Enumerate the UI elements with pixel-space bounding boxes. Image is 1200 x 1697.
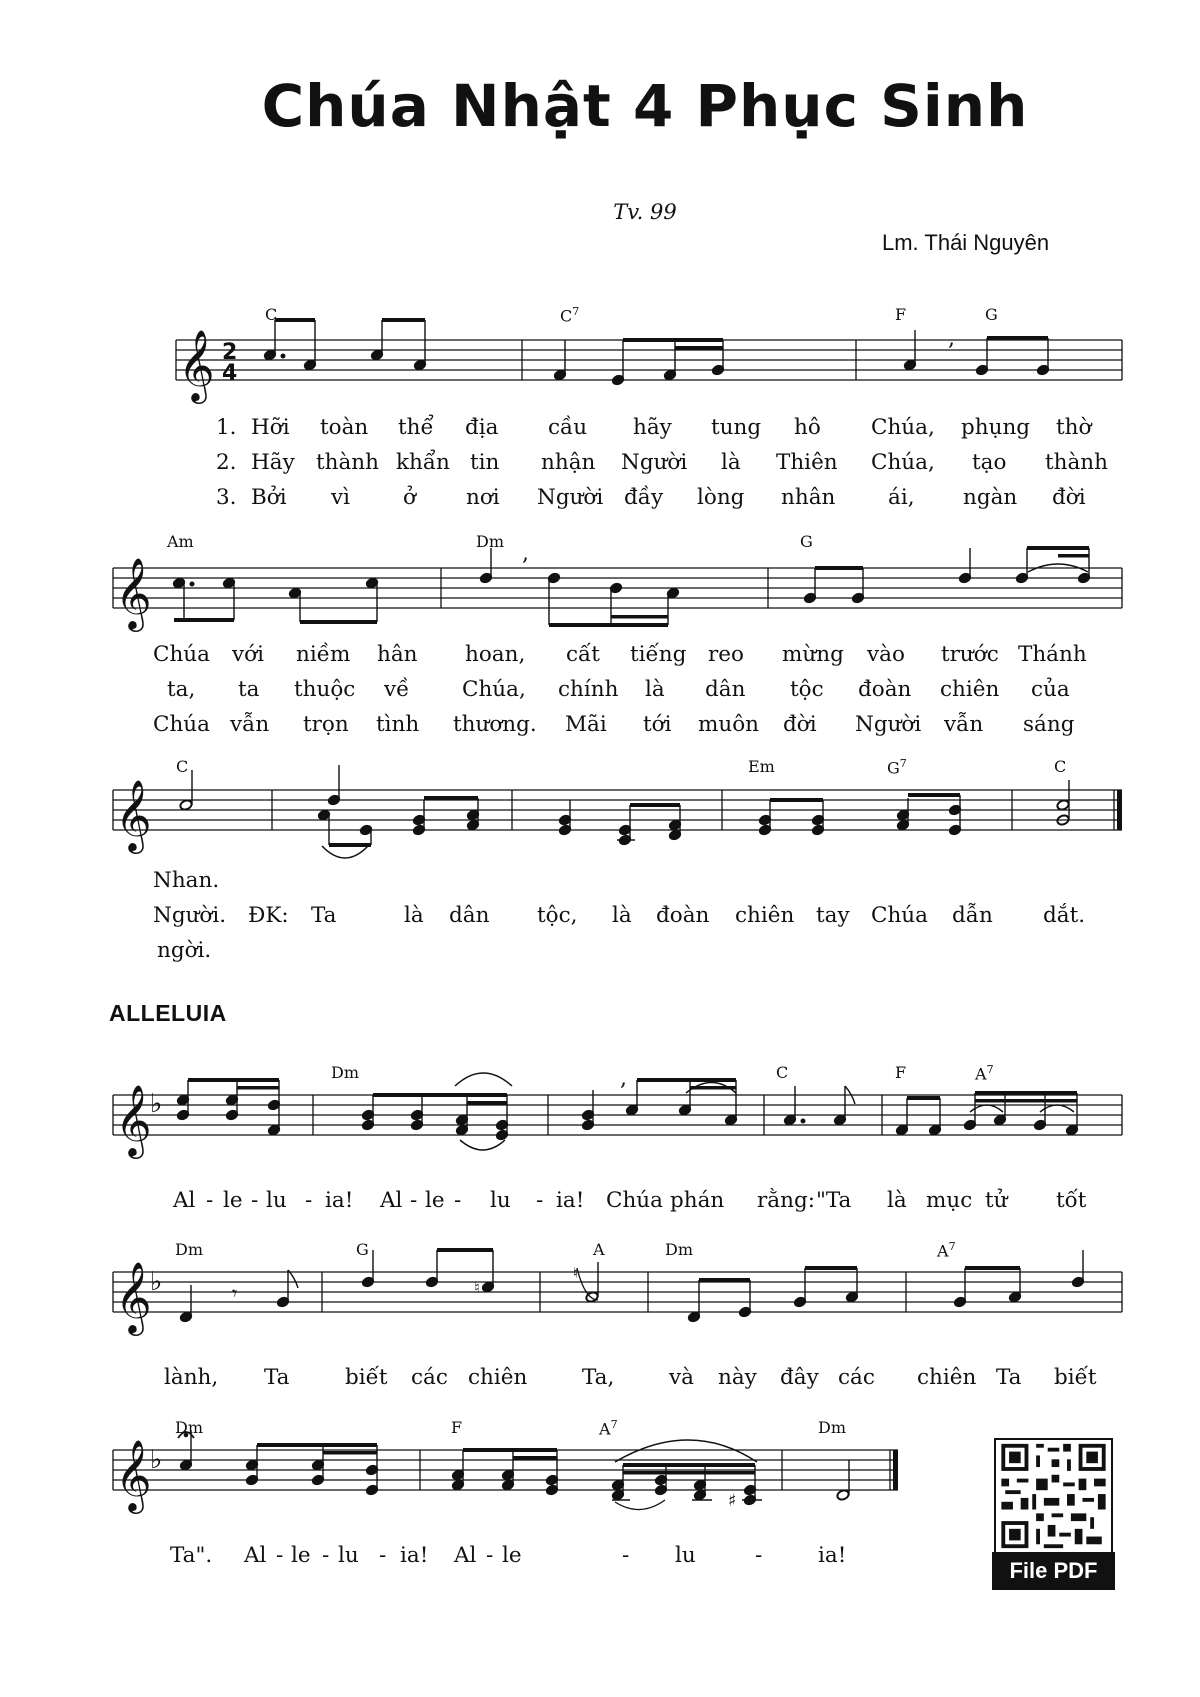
lyric-syllable: le — [502, 1543, 522, 1568]
lyric-syllable: dân — [449, 903, 490, 928]
lyric-syllable: lu — [266, 1188, 287, 1213]
chord-extension: 7 — [948, 1240, 956, 1253]
lyric-syllable: rằng: — [757, 1188, 815, 1213]
lyric-syllable: Nhan. — [153, 868, 220, 893]
chord: Dm — [331, 1063, 359, 1082]
lyric-syllable: Ta, — [582, 1365, 615, 1390]
lyric-syllable: muôn — [698, 712, 760, 737]
lyric-syllable: le — [425, 1188, 445, 1213]
lyric-syllable: Al — [173, 1188, 196, 1213]
treble-clef-icon: 𝄞 — [178, 328, 215, 401]
lyric-syllable: Chúa, — [462, 677, 526, 702]
lyric-syllable: Mãi — [565, 712, 607, 737]
chord: Dm — [175, 1240, 203, 1259]
lyric-syllable: tộc, — [537, 903, 578, 928]
composer: Lm. Thái Nguyên — [882, 230, 1050, 255]
chord: $A^7$ — [599, 1418, 618, 1439]
chord: G — [800, 532, 813, 551]
lyric-syllable: chiên — [735, 903, 795, 928]
lyric-syllable: tình — [376, 712, 420, 737]
lyric-syllable: ở — [403, 485, 416, 510]
lyric-syllable: tới — [643, 712, 672, 737]
svg-text:♭: ♭ — [150, 1267, 163, 1297]
lyric-syllable: Hỡi — [251, 415, 290, 440]
lyric-syllable: Chúa — [871, 903, 928, 928]
lyric-syllable: thờ — [1056, 415, 1092, 440]
lyric-syllable: Chúa — [153, 712, 210, 737]
staff-5 — [113, 1272, 1122, 1312]
lyric-syllable: Chúa, — [871, 415, 935, 440]
lyric-syllable: Ta — [311, 903, 337, 928]
chord: $A^7$ — [975, 1063, 994, 1084]
lyric-syllable: le — [223, 1188, 243, 1213]
lyric-syllable: "Ta — [816, 1188, 852, 1213]
svg-text:𝄞: 𝄞 — [115, 1083, 152, 1156]
lyric-syllable: vẫn — [944, 712, 984, 737]
lyric-syllable: toàn — [320, 415, 369, 440]
lyric-syllable: tung — [711, 415, 762, 440]
chord-extension: 7 — [610, 1418, 618, 1431]
lyric-syllable: thành — [316, 450, 379, 475]
lyric-syllable: - — [622, 1543, 630, 1568]
lyric-syllable: - — [379, 1543, 387, 1568]
lyric-syllable: le — [291, 1543, 311, 1568]
lyric-syllable: dẫn — [952, 903, 993, 928]
chord: Dm — [818, 1418, 846, 1437]
lyric-syllable: ĐK: — [248, 903, 289, 928]
lyric-syllable: phụng — [961, 415, 1031, 440]
lyric-syllable: ngàn — [963, 485, 1018, 510]
chord: C — [265, 305, 278, 324]
lyric-syllable: đời — [1052, 485, 1086, 510]
lyric-syllable: dắt. — [1043, 903, 1086, 928]
lyric-syllable: ia! — [400, 1543, 429, 1568]
lyric-syllable: thuộc — [294, 677, 356, 702]
lyric-syllable: Al — [454, 1543, 477, 1568]
lyric-syllable: đầy — [624, 485, 664, 510]
lyric-syllable: là — [404, 903, 424, 928]
lyric-syllable: - — [755, 1543, 763, 1568]
lyric-syllable: ngời. — [157, 938, 212, 963]
lyric-syllable: Al — [380, 1188, 403, 1213]
song-title: Chúa Nhật 4 Phục Sinh — [261, 72, 1029, 140]
lyric-syllable: ia! — [325, 1188, 354, 1213]
lyric-syllable: tốt — [1056, 1188, 1087, 1213]
lyric-syllable: biết — [1054, 1365, 1097, 1390]
chord: $A^7$ — [937, 1240, 956, 1261]
lyric-syllable: dân — [705, 677, 746, 702]
lyric-syllable: lòng — [697, 485, 745, 510]
lyric-syllable: lu — [675, 1543, 696, 1568]
lyric-syllable: Người — [621, 450, 688, 475]
chord: Em — [748, 757, 775, 776]
lyric-syllable: khẩn — [396, 450, 450, 475]
psalm-reference: Tv. 99 — [613, 200, 677, 224]
lyric-syllable: - — [410, 1188, 418, 1213]
lyric-syllable: hân — [377, 642, 418, 667]
svg-text:♮: ♮ — [573, 1264, 579, 1282]
chord: Dm — [665, 1240, 693, 1259]
lyric-syllable: tử — [985, 1188, 1008, 1213]
svg-text:𝄾: 𝄾 — [232, 1281, 238, 1305]
qr-code-icon — [996, 1440, 1111, 1552]
lyric-syllable: các — [411, 1365, 448, 1390]
svg-text:𝄞: 𝄞 — [115, 556, 152, 629]
lyric-syllable: Thánh — [1018, 642, 1087, 667]
lyric-syllable: là — [887, 1188, 907, 1213]
lyric-syllable: 2. — [216, 450, 237, 475]
lyric-syllable: Ta — [264, 1365, 290, 1390]
lyric-syllable: Ta — [996, 1365, 1022, 1390]
lyric-syllable: sáng — [1023, 712, 1075, 737]
chord-extension: 7 — [572, 305, 580, 318]
lyric-syllable: hãy — [633, 415, 672, 440]
lyric-syllable: tiếng — [630, 642, 687, 667]
svg-text:𝄞: 𝄞 — [115, 1438, 152, 1511]
lyric-syllable: Bởi — [251, 485, 287, 510]
chord: A — [593, 1240, 605, 1259]
lyric-syllable: chính — [558, 677, 619, 702]
lyric-syllable: mừng — [782, 642, 844, 667]
lyric-syllable: niềm — [296, 642, 351, 667]
lyric-syllable: thành — [1045, 450, 1108, 475]
svg-text:,: , — [948, 326, 955, 351]
lyric-syllable: - — [251, 1188, 259, 1213]
lyric-syllable: tạo — [972, 450, 1007, 475]
lyric-syllable: là — [612, 903, 632, 928]
lyric-syllable: Hãy — [251, 450, 295, 475]
chord: C — [176, 757, 189, 776]
lyric-syllable: chiên — [917, 1365, 977, 1390]
chord: C — [1054, 757, 1067, 776]
qr-code[interactable] — [994, 1438, 1113, 1554]
lyric-syllable: đoàn — [656, 903, 710, 928]
lyric-syllable: 1. — [216, 415, 237, 440]
chord: C — [776, 1063, 789, 1082]
svg-text:♯: ♯ — [728, 1491, 737, 1511]
lyric-syllable: ta, — [167, 677, 196, 702]
chord: Dm — [175, 1418, 203, 1437]
svg-text:,: , — [620, 1066, 627, 1091]
lyric-syllable: chiên — [468, 1365, 528, 1390]
lyric-syllable: về — [384, 677, 410, 702]
lyric-syllable: thương. — [453, 712, 537, 737]
lyric-syllable: nhân — [781, 485, 836, 510]
lyric-syllable: ta — [238, 677, 260, 702]
lyric-syllable: chiên — [940, 677, 1000, 702]
lyric-syllable: reo — [708, 642, 744, 667]
svg-text:,: , — [522, 541, 529, 566]
lyric-syllable: trước — [941, 642, 999, 667]
lyric-syllable: ia! — [818, 1543, 847, 1568]
lyric-syllable: ia! — [556, 1188, 585, 1213]
lyric-syllable: vào — [867, 642, 905, 667]
lyric-syllable: lu — [490, 1188, 511, 1213]
lyric-syllable: lành, — [164, 1365, 219, 1390]
lyric-syllable: Chúa — [153, 642, 210, 667]
svg-text:♭: ♭ — [150, 1445, 163, 1475]
lyric-syllable: đoàn — [858, 677, 912, 702]
lyric-syllable: Chúa, — [871, 450, 935, 475]
lyric-syllable: vẫn — [230, 712, 270, 737]
chord-extension: 7 — [899, 757, 907, 770]
lyric-syllable: vì — [331, 485, 351, 510]
lyric-syllable: Người. — [153, 903, 227, 928]
lyric-syllable: - — [322, 1543, 330, 1568]
svg-text:𝄞: 𝄞 — [115, 778, 152, 851]
lyric-syllable: đây — [780, 1365, 819, 1390]
svg-text:♭: ♭ — [150, 1089, 163, 1119]
lyric-syllable: - — [305, 1188, 313, 1213]
svg-text:♮: ♮ — [474, 1278, 480, 1297]
staff-3 — [113, 790, 1122, 830]
lyric-syllable: Ta". — [170, 1543, 213, 1568]
lyric-syllable: cầu — [548, 415, 588, 440]
lyric-syllable: này — [718, 1365, 757, 1390]
lyric-syllable: - — [486, 1543, 494, 1568]
chord: Dm — [476, 532, 504, 551]
time-sig-top: 2 — [222, 340, 238, 365]
chord: F — [451, 1418, 463, 1437]
lyric-syllable: với — [232, 642, 264, 667]
lyric-syllable: - — [454, 1188, 462, 1213]
lyric-syllable: ái, — [888, 485, 915, 510]
alleluia-heading: ALLELUIA — [109, 1000, 227, 1026]
lyric-syllable: lu — [338, 1543, 359, 1568]
lyric-syllable: và — [669, 1365, 694, 1390]
lyric-syllable: 3. — [216, 485, 237, 510]
lyric-syllable: là — [645, 677, 665, 702]
lyric-syllable: thể — [398, 415, 434, 440]
chord: F — [895, 1063, 907, 1082]
lyric-syllable: hô — [794, 415, 821, 440]
chord: F — [895, 305, 907, 324]
lyric-syllable: Người — [855, 712, 922, 737]
chord: $G^7$ — [887, 757, 907, 778]
lyric-syllable: Chúa — [606, 1188, 663, 1213]
lyric-syllable: là — [721, 450, 741, 475]
chord-extension: 7 — [986, 1063, 994, 1076]
svg-text:𝄞: 𝄞 — [115, 1260, 152, 1333]
lyric-syllable: tộc — [790, 677, 824, 702]
lyric-syllable: tin — [470, 450, 500, 475]
time-sig-bottom: 4 — [222, 361, 238, 386]
lyric-syllable: cất — [566, 642, 600, 667]
lyric-syllable: nơi — [466, 485, 500, 510]
lyric-syllable: trọn — [303, 712, 349, 737]
lyric-syllable: biết — [345, 1365, 388, 1390]
lyric-syllable: - — [276, 1543, 284, 1568]
lyric-syllable: - — [536, 1188, 544, 1213]
lyric-syllable: đời — [783, 712, 817, 737]
lyric-syllable: tay — [816, 903, 850, 928]
lyric-syllable: phán — [670, 1188, 725, 1213]
chord: G — [985, 305, 998, 324]
lyric-syllable: Thiên — [776, 450, 838, 475]
lyric-syllable: Người — [537, 485, 604, 510]
file-pdf-label[interactable]: File PDF — [992, 1552, 1115, 1590]
chord: Am — [167, 532, 194, 551]
lyric-syllable: hoan, — [465, 642, 526, 667]
lyric-syllable: các — [838, 1365, 875, 1390]
chord: G — [356, 1240, 369, 1259]
chord: $C^7$ — [560, 305, 580, 326]
lyric-syllable: mục — [926, 1188, 973, 1213]
lyric-syllable: nhận — [541, 450, 596, 475]
lyric-syllable: của — [1031, 677, 1070, 702]
lyric-syllable: Al — [244, 1543, 267, 1568]
lyric-syllable: - — [206, 1188, 214, 1213]
lyric-syllable: địa — [465, 415, 499, 440]
